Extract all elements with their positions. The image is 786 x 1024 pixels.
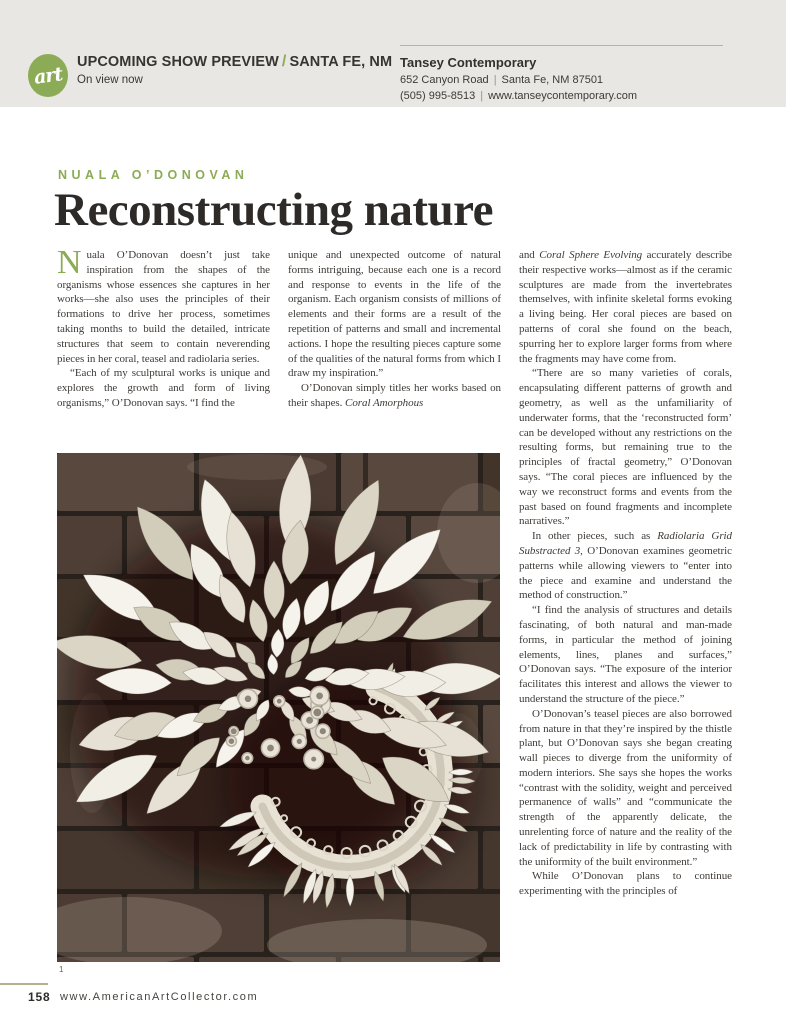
show-preview-title — [77, 53, 392, 71]
artwork-photo — [57, 453, 500, 962]
gallery-contact-line — [400, 90, 723, 102]
show-location: SANTA FE, NM — [289, 54, 393, 70]
pipe-separator: | — [480, 90, 484, 102]
column-3 — [519, 248, 732, 899]
artwork-title-italic: Coral Amorphous — [345, 396, 424, 409]
logo-text: art — [32, 62, 64, 89]
body-paragraph: In other pieces, such as Radiolaria Grid Substracted 3, O’Donovan examines geometric patterns while allowing viewers to “enter into the piece and examine and understand the method of construction.” — [519, 530, 733, 602]
body-paragraph: O’Donovan simply titles her works based on their shapes. Coral Amorphous — [288, 382, 501, 409]
header-strip — [0, 0, 786, 107]
show-preview-label: UPCOMING SHOW PREVIEW — [77, 54, 279, 70]
slash-divider: / — [281, 53, 287, 70]
ceramic-sculpture-image — [57, 453, 500, 962]
body-paragraph: Nuala O’Donovan doesn’t just take inspiration from the shapes of the organisms whose essences she captures in her works—she also uses the principles of their formations to drive her process, sometimes taking months to build the detailed, intricate structures that seem to contain neverending pieces in her coral, teasel and radiolaria series. — [57, 244, 270, 365]
gallery-address: 652 Canyon Road — [400, 74, 489, 86]
page-number: 158 — [28, 990, 51, 1004]
artwork-title-italic: Radiolaria Grid Substracted 3 — [519, 530, 733, 557]
magazine-website[interactable]: www.AmericanArtCollector.com — [60, 991, 259, 1003]
body-paragraph: “I find the analysis of structures and details fascinating, of both natural and man-made forms, in particular the method of joining elements, lines, planes and surfaces,” O’Donovan says. “The exposure of the interior facilitates this interest and allows the viewer to understand the structure of the piece.” — [519, 604, 732, 705]
gallery-city: Santa Fe, NM 87501 — [501, 74, 604, 86]
art-magazine-logo-icon — [28, 54, 68, 97]
body-paragraph: O’Donovan’s teasel pieces are also borrowed from nature in that they’re inspired by the thistle plant, but O’Donovan says she began creating wall pieces to diverge from the uniformity of modern interiors. She says she hopes the works “contrast with the solidity, weight and perceived permanence of walls” and “communicate the strength of the apparently delicate, the unrelenting force of nature and the reality of the lack of predictability in life by contrasting with the uniformity of the built environment.” — [519, 707, 732, 868]
body-paragraph: While O’Donovan plans to continue experimenting with the principles of — [519, 870, 732, 898]
footer-rule — [0, 983, 48, 985]
body-paragraph: and Coral Sphere Evolving accurately describe their respective works—almost as if the ceramic sculptures are made from the invertebrates themselves, with infinite skeletal forms evoking a living being. Her coral pieces are based on patterns of coral she found on the beach, spurring her to explore larger forms from where the fragments may have come from. — [519, 249, 733, 365]
artwork-title-italic: Coral Sphere Evolving — [539, 249, 643, 261]
body-paragraph: “There are so many varieties of corals, encapsulating different patterns of growth and geometry, as well as the unfamiliarity of underwater forms, that the ‘reconstructed form’ can be developed without any restrictions on the resulting forms, but remaining true to the principles of fractal geometry,” O’Donovan says. “The coral pieces are influenced by the way we reconstruct forms and events from the past based on found fragments and incomplete narratives.” — [519, 367, 732, 528]
show-preview-info — [77, 53, 392, 86]
gallery-address-line — [400, 74, 723, 86]
drop-cap: N — [57, 244, 82, 281]
body-paragraph: “Each of my sculptural works is unique and explores the growth and form of living organisms,” O’Donovan says. “I find the — [57, 367, 270, 409]
gallery-website[interactable]: www.tanseycontemporary.com — [488, 90, 638, 102]
body-paragraph: unique and unexpected outcome of natural forms intriguing, because each one is a record and response to events in the life of the organism. Each organism consists of millions of elements and their forms are a result of the repetition of patterns and small and incremental actions. I hope the resulting pieces capture some of the qualities of the natural forms from which I draw my inspiration.” — [288, 249, 501, 380]
gallery-phone: (505) 995-8513 — [400, 90, 476, 102]
show-status: On view now — [77, 74, 143, 86]
figure-number: 1 — [59, 965, 64, 974]
article-title: Reconstructing nature — [54, 184, 494, 236]
gallery-name: Tansey Contemporary — [400, 55, 537, 70]
gallery-info-block — [400, 45, 723, 102]
artist-name-kicker: NUALA O’DONOVAN — [58, 168, 249, 182]
pipe-separator: | — [493, 74, 497, 86]
